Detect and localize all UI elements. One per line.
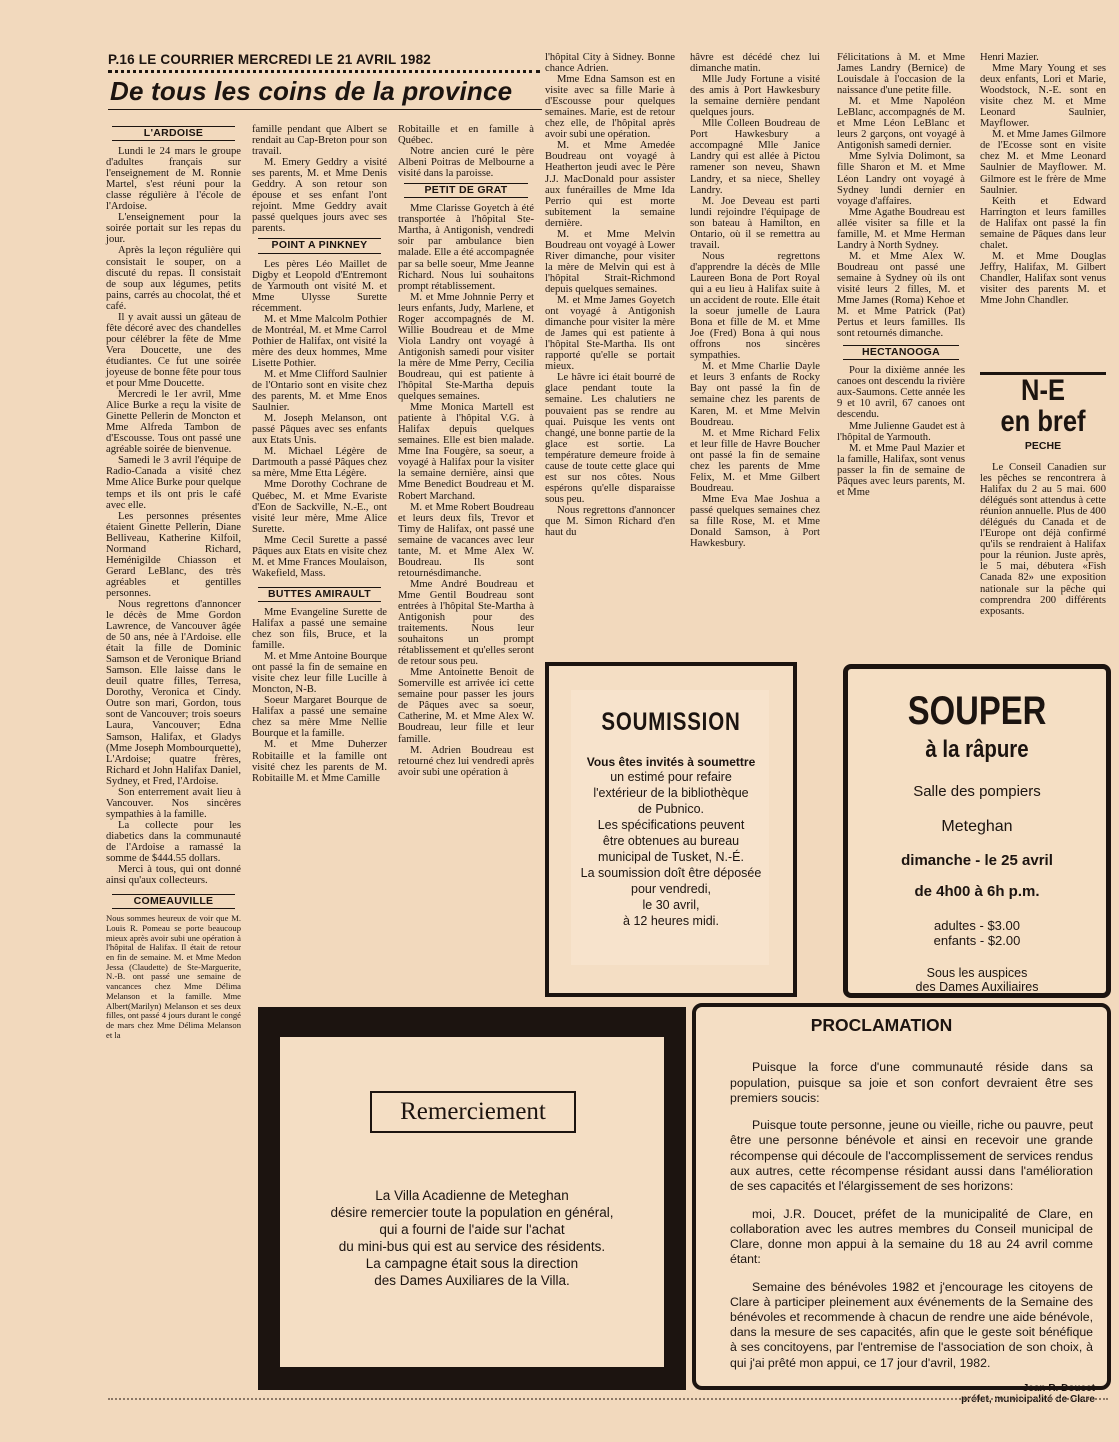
paragraph: M. et Mme Douglas Jeffry, Halifax, M. Gilbert Chandler, Halifax sont venus visiter des parents M. et Mme John Chandler. <box>980 250 1106 307</box>
ad-line: l'extérieur de la bibliothèque <box>593 786 749 800</box>
article-hectanooga <box>837 365 965 498</box>
column-7 <box>980 52 1106 306</box>
brief-heading-2: en bref <box>1000 405 1086 438</box>
paragraph: Nous regrettons d'annoncer que M. Simon Richard d'en haut du <box>545 504 675 539</box>
paragraph: Mme Julienne Gaudet est à l'hôpital de Yarmouth. <box>837 420 965 443</box>
proclamation-title: PROCLAMATION <box>810 1015 953 1035</box>
page-header: P.16 LE COURRIER MERCREDI LE 21 AVRIL 1982 <box>108 52 431 67</box>
paragraph: Mme Agathe Boudreau est allée visiter sa fille et la famille, M. et Mme Herman Landry à North Sydney. <box>837 206 965 251</box>
column-2 <box>252 124 387 784</box>
paragraph: Semaine des bénévoles 1982 et j'encourage les citoyens de Clare à participer pleinement aux événements de la Semaine des bénévoles et recommende à chacun de rendre une aide bénévole, dans la mesure de ses capacités, afin que le geste soit bénéfique à ses concitoyens, par l'entremise de l'association de son choix, à qui j'ai prêté mon appui, ce 17 jour d'avril, 1982. <box>730 1279 1093 1370</box>
article-continued <box>980 52 1106 306</box>
soumission-content <box>549 708 793 929</box>
souper-auspices: Sous les auspices <box>926 966 1028 980</box>
souper-subtitle: à la râpure <box>925 736 1029 763</box>
article-continued <box>252 124 387 234</box>
article-continued <box>837 52 965 339</box>
section-heading-comeauville: COMEAUVILLE <box>112 894 235 909</box>
brief-text: Le Conseil Canadien sur les pêches se rencontrera à Halifax du 2 au 5 mai. 600 délégués sont attendus à cette réunion annuelle. Plus de 400 délégués du Canada et de l'Europe ont déjà confirmé qu'ils se rendraient à Halifax pour la réunion. Juste après, le 5 mai, débutera «Fish Canada 82» une exposition nationale sur la pêche qui comprendra 200 différents exposants. <box>980 462 1106 617</box>
paragraph: Mme Evangeline Surette de Halifax a passé une semaine chez son fils, Bruce, et la famille. <box>252 606 387 652</box>
column-3 <box>398 124 534 778</box>
paragraph: Mme Sylvia Dolimont, sa fille Sharon et M. et Mme Léon Landry ont voyagé à Sydney lundi dernier en voyage d'affaires. <box>837 151 965 207</box>
ad-line: La soumission doît être déposée <box>580 866 762 880</box>
souper-adult-price: adultes - $3.00 <box>933 918 1020 933</box>
remerciement-ad <box>280 1037 664 1367</box>
paragraph: l'hôpital City à Sidney. Bonne chance Adrien. <box>545 52 675 75</box>
paragraph: Mlle Colleen Boudreau de Port Hawkesbury a accompagné Mlle Janice Landry qui est allée à Pictou ramener son neveu, Shawn Landry, et sa niece, Shelley Landry. <box>690 118 820 196</box>
paragraph: M. Adrien Boudreau est retourné chez lui vendredi après avoir subi une opération à <box>398 744 534 778</box>
souper-date: dimanche - le 25 avril <box>901 852 1053 869</box>
paragraph: La collecte pour les diabetics dans la communauté de l'Ardoise a ramassé la somme de $444.55 dollars. <box>106 819 241 865</box>
section-heading-buttes-amirault: BUTTES AMIRAULT <box>258 587 381 602</box>
remerciement-text <box>280 1187 664 1289</box>
brief-article <box>980 462 1106 617</box>
paragraph: M. Joe Deveau est parti lundi rejoindre l'équipage de son bateau à Hamilton, en Ontario, où il se remettra au travail. <box>690 195 820 251</box>
paragraph: Nous sommes heureux de voir que M. Louis R. Pomeau se porte beaucoup mieux après avoir subi une opération à l'hôpital de Halifax. Il était de retour en fin de semaine. M. et Mme Medon Jessa (Claudette) de Ste-Marguerite, N.-B. ont passé une semaine de vancances chez Mme Délima Melanson et la famille. Mme Albert(Marilyn) Melanson et ses deux filles, ont passé 4 jours durant le congé de mars chez Mme Délima Melanson et la <box>106 913 241 1040</box>
article-continued <box>398 124 534 179</box>
paragraph: Mercredi le 1er avril, Mme Alice Burke a reçu la visite de Ginette Pellerin de Moncton et Mme Alfreda Tambon de d'Escousse. Tous ont passé une agréable soirée de bienvenue. <box>106 389 241 456</box>
paragraph: Lundi le 24 mars le groupe d'adultes français sur l'enseignement de M. Ronnie Martel, s'est réuni pour la classe régulière à l'école de l'Ardoise. <box>106 146 241 213</box>
ad-line: désire remercier toute la population en général, <box>330 1205 614 1220</box>
paragraph: Pour la dixième année les canoes ont descendu la rivière aux-Saumons. Cette année les 9 et 10 avril, 67 canoes ont descendu. <box>837 365 965 421</box>
paragraph: M. et Mme Richard Felix et leur fille de Havre Boucher ont passé la fin de semaine chez les parents de Mme Felix, M. et Mme Gilbert Boudreau. <box>690 427 820 494</box>
paragraph: Mme Edna Samson est en visite avec sa fille Marie à d'Escousse pour quelques semaines. Marie, est de retour chez elle, de l'hôpital après avoir subi une opération. <box>545 74 675 141</box>
paragraph: hâvre est décédé chez lui dimanche matin. <box>690 52 820 75</box>
paragraph: Les personnes présentes étaient Ginette Pellerin, Diane Belliveau, Katherine Kilfoil, Normand Richard, Heménigilde Chiasson et Gerard LeBlanc, des très agréables et gentilles personnes. <box>106 510 241 599</box>
section-title: De tous les coins de la province <box>110 76 513 106</box>
paragraph: Keith et Edward Harrington et leurs familles de Halifax ont passé la fin semaine de Pâques dans leur chalet. <box>980 195 1106 251</box>
ad-line: La campagne était sous la direction <box>365 1256 579 1271</box>
paragraph: Mme Clarisse Goyetch à été transportée à l'hôpital Ste-Martha, à Antigonish, vendredi soir par ambulance bien malade. Elle a été accompagnée par sa belle soeur, Mme Jeanne Richard. Nous lui souhaitons prompt rétablissement. <box>398 203 534 292</box>
ad-line: à 12 heures midi. <box>623 914 719 928</box>
proclamation-box <box>692 1003 1111 1406</box>
column-1 <box>106 122 241 1040</box>
paragraph: Félicitations à M. et Mme James Landry (Bernice) de Louisdale à l'occasion de la naissance d'une petite fille. <box>837 52 965 97</box>
paragraph: Nous regrettons d'annoncer le décès de Mme Gordon Lawrence, de Vancouver âgée de 50 ans, née à l'Ardoise. elle était la fille de Dominic Samson et de Veronique Briand Samson. Elle laisse dans le deuil quatre filles, Terresa, Dorothy, Veronica et Cindy. Outre son mari, Gordon, tous sont de Vancouver; trois soeurs Laura, Vancouver; Edna Samson, Halifax, et Gladys (Mme Joseph Mombourquette), L'Ardoise; quatre frères, Richard et John Halifax Daniel, Sydney, et Fred, l'Ardoise. <box>106 598 241 787</box>
column-4 <box>545 52 675 538</box>
soumission-title: SOUMISSION <box>601 708 741 736</box>
paragraph: Après la leçon régulière qui consistait le souper, on a discuté du repas. Il consistait de soup aux légumes, petits pains, carrés au chocolat, thé et café. <box>106 245 241 312</box>
paragraph: M. et Mme Robert Boudreau et leurs deux fils, Trevor et Timy de Halifax, ont passé une semaine de vacances avec leur tante, M. et Mme Alex W. Boudreau. Ils sont retournésdimanche. <box>398 501 534 579</box>
soumission-lines <box>549 769 793 929</box>
paragraph: M. Joseph Melanson, ont passé Pâques avec ses enfants aux Etats Unis. <box>252 413 387 447</box>
paragraph: Notre ancien curé le père Albeni Poitras de Melbourne a visité dans la paroisse. <box>398 146 534 180</box>
souper-place: Salle des pompiers <box>913 783 1041 800</box>
paragraph: Son enterrement avait lieu à Vancouver. Nos sincères sympathies à la famille. <box>106 786 241 820</box>
soumission-lead: Vous êtes invités à soumettre <box>586 755 756 769</box>
ad-line: de Pubnico. <box>637 802 705 816</box>
article-petit-de-grat-continued <box>545 52 675 538</box>
paragraph: M. et Mme Charlie Dayle et leurs 3 enfants de Rocky Bay ont passé la fin de semaine chez les parents de Karen, M. et Mme Melvin Boudreau. <box>690 361 820 428</box>
souper-town: Meteghan <box>941 818 1013 835</box>
paragraph: M. et Mme Malcolm Pothier de Montréal, M. et Mme Carrol Pothier de Halifax, ont visité la mère des deux hommes, Mme Lisette Pothier. <box>252 313 387 369</box>
proclamation-signature: Jean R. Doucet <box>1022 1383 1095 1395</box>
page-bottom-rule <box>108 1398 1108 1400</box>
paragraph: famille pendant que Albert se rendait au Cap-Breton pour son travail. <box>252 124 387 158</box>
ne-en-bref-box <box>980 376 1106 452</box>
paragraph: Mlle Judy Fortune a visité des amis à Port Hawkesbury la semaine dernière pendant quelques jours. <box>690 74 820 119</box>
article-buttes-amirault <box>252 607 387 784</box>
paragraph: M. Michael Légère de Dartmouth a passé Pâques chez sa mère, Mme Etta Légère. <box>252 446 387 480</box>
paragraph: M. et Mme Amedée Boudreau ont voyagé à Heatherton jeudi avec le Père J.J. MacDonald pour assister aux funérailles de Mme Ida Perrio qui est morte subitement la semaine dernière. <box>545 140 675 229</box>
section-heading-hectanooga: HECTANOOGA <box>843 345 959 360</box>
paragraph: M. et Mme Antoine Bourque ont passé la fin de semaine en visite chez leur fille Lucille à Moncton, N-B. <box>252 651 387 696</box>
header-rule <box>108 70 540 73</box>
soumission-ad <box>545 662 797 997</box>
article-comeauville <box>106 914 241 1040</box>
paragraph: M. et Mme James Goyetch ont voyagé à Antigonish dimanche pour visiter la mère de James qui est patiente à l'hôpital Ste-Martha. Ils ont rapporté qu'elle se portait mieux. <box>545 295 675 373</box>
paragraph: M. et Mme Clifford Saulnier de l'Ontario sont en visite chez des parents, M. et Mme Enos Saulnier. <box>252 368 387 414</box>
article-continued <box>690 52 820 549</box>
ad-line: du mini-bus qui est au service des résidents. <box>338 1239 606 1254</box>
paragraph: Le hâvre ici était bourré de glace pendant toute la semaine. Les chalutiers ne pouvaient pas se rendre au quai. Puisque les vents ont changé, une bonne partie de la glace est sortie. La température demeure froide à cause de toute cette glace qui est sur nos côtes. Nous espérons qu'elle disparaisse sous peu. <box>545 372 675 505</box>
paragraph: M. et Mme Alex W. Boudreau ont passé une semaine à Sydney où ils ont visité leurs 2 filles, M. et Mme James (Roma) Kehoe et M. et Mme Patrick (Pat) Pertus et leurs familles. Ils sont retournés dimanche. <box>837 250 965 340</box>
section-heading-lardoise: L'ARDOISE <box>112 126 235 141</box>
souper-ad <box>843 664 1111 998</box>
paragraph: Henri Mazier. <box>980 52 1039 63</box>
paragraph: M. et Mme Melvin Boudreau ont voyagé à Lower River dimanche, pour visiter la mère de Melvin qui est à l'hôpital Strait-Richmond depuis quelques semaines. <box>545 228 675 295</box>
paragraph: M. et Mme Napoléon LeBlanc, accompagnés de M. et Mme Léon LeBlanc et leurs 2 garçons, ont voyagé à Antigonish samedi dernier. <box>837 96 965 152</box>
proclamation-text <box>696 1036 1107 1371</box>
paragraph: Mme Eva Mae Joshua a passé quelques semaines chez sa fille Rose, M. et Mme Donald Samson, à Port Hawkesbury. <box>690 493 820 550</box>
paragraph: M. et Mme James Gilmore de l'Ecosse sont en visite chez M. et Mme Leonard Saulnier de Mayflower. M. Gilmore est le frère de Mme Saulnier. <box>980 129 1106 196</box>
souper-child-price: enfants - $2.00 <box>933 933 1021 948</box>
paragraph: L'enseignement pour la soirée portait sur les repas du jour. <box>106 212 241 246</box>
column-5 <box>690 52 820 549</box>
paragraph: M. Emery Geddry a visité ses parents, M. et Mme Denis Geddry. A son retour son épouse et ses enfant l'ont rejoint. Mme Geddry avait passé quelques jours avec ses parents. <box>252 157 387 235</box>
paragraph: Nous regrettons d'apprendre la décès de Mlle Laureen Bona de Port Royal qui a eu lieu à Halifax suite à un accident de route. Elle était la soeur jumelle de Laura Bona et fille de M. et Mme Joe (Fred) Bona à qui nous offrons nos sincères sympathies. <box>690 250 820 362</box>
ad-line: des Dames Auxiliares de la Villa. <box>374 1273 570 1288</box>
paragraph: Mme Antoinette Benoit de Somerville est arrivée ici cette semaine pour passer les jours de Pâques avec sa soeur, Catherine, M. et Mme Alex W. Boudreau, leur fille et leur famille. <box>398 667 534 745</box>
paragraph: M. et Mme Paul Mazier et la famille, Halifax, sont venus passer la fin de semaine de Pâques avec leurs parents, M. et Mme <box>837 442 965 498</box>
paragraph: Soeur Margaret Bourque de Halifax a passé une semaine chez sa mère Mme Nellie Bourque et la famille. <box>252 695 387 740</box>
section-heading-petit-de-grat: PETIT DE GRAT <box>404 183 528 198</box>
paragraph: M. et Mme Johnnie Perry et leurs enfants, Judy, Marlene, et Roger accompagnés de M. Willie Boudreau et de Mme Viola Landry ont voyagé à Antigonish samedi pour visiter la mère de Mme Perry, Cecilia Boudreau, qui est patiente à l'hôpital Ste-Martha depuis quelques semaines. <box>398 291 534 403</box>
paragraph: Mme Monica Martell est patiente à l'hôpital V.G. à Halifax depuis quelques semaines. Elle est bien malade. Mme Ina Fougère, sa soeur, a voyagé à Halifax pour la visiter la semaine dernière, ainsi que Mme Benedict Boudreau et M. Robert Marchand. <box>398 402 534 502</box>
column-6 <box>837 52 965 498</box>
ad-line: qui a fourni de l'aide sur l'achat <box>379 1222 565 1237</box>
souper-auspices-2: des Dames Auxiliaires <box>915 980 1039 994</box>
paragraph: Mme Mary Young et ses deux enfants, Lori et Marie, Woodstock, N.-E. sont en visite chez M. et Mme Leonard Saulnier, Mayflower. <box>980 63 1106 130</box>
article-point-a-pinkney <box>252 259 387 579</box>
souper-content <box>848 669 1106 994</box>
proclamation-signature-title: préfet, municipalité de Clare <box>961 1394 1095 1406</box>
paragraph: Puisque toute personne, jeune ou vieille, riche ou pauvre, peut être une personne bénévole et ainsi en recevoir une grande récompense qui découle de l'accomplissement de services rendus aux autres, cette récompense résidant aussi dans l'amélioration de ses capacités et l'élargissement de ses horizons: <box>730 1118 1093 1194</box>
paragraph: Samedi le 3 avril l'équipe de Radio-Canada a visité chez Mme Alice Burke pour quelque temps et ils ont pris le café avec elle. <box>106 455 241 511</box>
title-rule <box>108 109 542 110</box>
remerciement-title: Remerciement <box>400 1098 546 1125</box>
paragraph: M. et Mme Duherzer Robitaille et la famille ont visité chez les parents de M. Robitaille M. et Mme Camille <box>252 739 387 784</box>
article-lardoise <box>106 146 241 886</box>
ad-line: être obtenues au bureau <box>602 834 740 848</box>
paragraph: Les pères Léo Maillet de Digby et Leopold d'Entremont de Yarmouth ont visité M. et Mme Ulysse Surette récemment. <box>252 258 387 314</box>
ad-line: La Villa Acadienne de Meteghan <box>375 1188 569 1203</box>
ad-line: le 30 avril, <box>642 898 700 912</box>
brief-subheading: PECHE <box>1024 440 1062 452</box>
paragraph: Robitaille et en famille à Québec. <box>398 124 534 147</box>
paragraph: Il y avait aussi un gâteau de fête décoré avec des chandelles pour célébrer la fête de Mme Vera Doucette, une des étudiantes. Ce fut une soirée joyeuse de bonne fête pour tous et pour Mme Doucette. <box>106 311 241 390</box>
brief-heading: N-E <box>1021 374 1065 407</box>
paragraph: Mme Dorothy Cochrane de Québec, M. et Mme Evariste d'Eon de Sackville, N.-E., ont visité leur mère, Mme Alice Surette. <box>252 479 387 535</box>
souper-title: SOUPER <box>907 689 1047 733</box>
paragraph: Mme Cecil Surette a passé Pâques aux Etats en visite chez M. et Mme Frances Moulaison, Wakefield, Mass. <box>252 534 387 579</box>
ad-line: un estimé pour refaire <box>610 770 732 784</box>
souper-time: de 4h00 à 6h p.m. <box>914 883 1040 900</box>
remerciement-title-box <box>370 1091 576 1133</box>
article-petit-de-grat <box>398 203 534 777</box>
paragraph: moi, J.R. Doucet, préfet de la municipalité de Clare, en collaboration avec les autres membres du Conseil municipal de Clare, donne mon appui à la semaine du 18 au 24 avril comme étant: <box>730 1206 1093 1267</box>
ad-line: Les spécifications peuvent <box>597 818 745 832</box>
ad-line: pour vendredi, <box>631 882 711 896</box>
section-heading-point-a-pinkney: POINT A PINKNEY <box>258 238 381 253</box>
ad-line: municipal de Tusket, N.-É. <box>598 850 744 864</box>
paragraph: Puisque la force d'une communauté réside dans sa population, puisque sa joie et son confort devraient être ses premiers soucis: <box>730 1060 1093 1105</box>
paragraph: Mme André Boudreau et Mme Gentil Boudreau sont entrées à l'hôpital Ste-Martha à Antigonish pour des traitements. Nous leur souhaitons un prompt rétablissement et qu'elles seront de retour sous peu. <box>398 578 534 668</box>
paragraph: Merci à tous, qui ont donné ainsi qu'aux collecteurs. <box>106 864 241 887</box>
